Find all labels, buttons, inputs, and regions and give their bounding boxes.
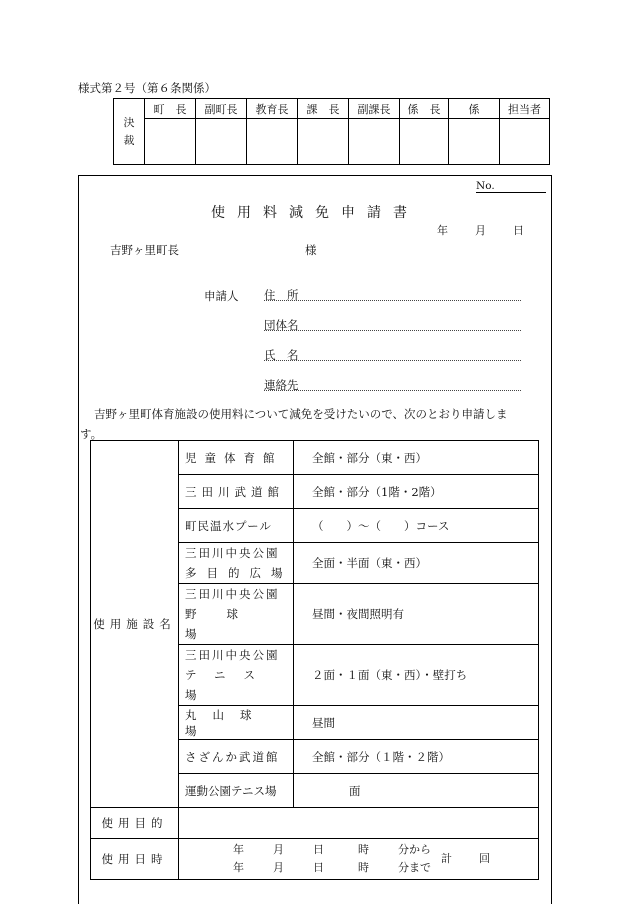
datetime-field[interactable]: 年 月 日 時 分から 年 月 日 時 分まで 計 回 [179,839,539,880]
name-label: 氏 名 [264,348,299,362]
approval-row-label: 決 裁 [114,99,145,165]
approval-stamp-box[interactable] [400,119,449,165]
approval-stamp-box[interactable] [449,119,500,165]
approval-header-deputy-section-chief: 副課長 [349,99,400,119]
approval-header-deputy-mayor: 副町長 [196,99,247,119]
facility-name: 丸山球場 [179,706,294,740]
approval-header-person-in-charge: 担当者 [500,99,550,119]
facility-option[interactable]: 昼間・夜間照明有 [294,584,539,645]
form-number-label: 様式第２号（第６条関係） [78,81,216,95]
datetime-label: 使用日時 [91,839,179,880]
purpose-label: 使用目的 [91,808,179,839]
application-number-field[interactable] [476,192,546,193]
approval-stamp-box[interactable] [500,119,550,165]
approval-stamp-box[interactable] [349,119,400,165]
approval-stamp-box[interactable] [247,119,298,165]
approval-header-superintendent: 教育長 [247,99,298,119]
approval-stamp-box[interactable] [196,119,247,165]
application-date[interactable] [437,222,524,238]
statement-line: 吉野ヶ里町体育施設の使用料について減免を受けたいので、次のとおり申請しま [94,407,508,421]
facility-name: 三田川武道館 [179,475,294,509]
facility-name: 三田川中央公園 多目的広場 [179,543,294,584]
facility-option[interactable]: 全館・部分（１階・２階） [294,740,539,774]
approval-stamp-table [113,98,550,165]
approval-stamp-box[interactable] [298,119,349,165]
facility-option[interactable]: ２面・１面（東・西）・壁打ち [294,645,539,706]
date-year-label: 年 [437,224,448,237]
contact-field[interactable] [264,390,521,391]
facility-option[interactable]: （ ）～（ ）コース [294,509,539,543]
facility-name: さざんか武道館 [179,740,294,774]
application-statement [80,404,543,444]
facility-option[interactable]: 昼間 [294,706,539,740]
facility-name: 三田川中央公園 野球場 [179,584,294,645]
form-title: 使用料減免申請書 [211,205,419,221]
contact-label: 連絡先 [264,378,299,392]
facility-table [90,440,539,880]
approval-header-unit-chief: 係 長 [400,99,449,119]
approval-stamp-box[interactable] [145,119,196,165]
addressee: 吉野ヶ里町長 [110,243,179,257]
facility-option[interactable]: 全面・半面（東・西） [294,543,539,584]
approval-header-section-chief: 課 長 [298,99,349,119]
statement-line: す。 [80,427,103,441]
address-label: 住 所 [264,288,299,302]
address-field[interactable] [264,300,521,301]
facility-name: 三田川中央公園 テニス場 [179,645,294,706]
approval-header-staff: 係 [449,99,500,119]
facility-name: 町民温水プール [179,509,294,543]
usage-count: 計 回 [441,852,490,865]
approval-header-mayor: 町 長 [145,99,196,119]
honorific: 様 [305,243,317,257]
facility-option[interactable]: 全館・部分（1階・2階） [294,475,539,509]
date-day-label: 日 [513,224,524,237]
facility-option[interactable]: 全館・部分（東・西） [294,441,539,475]
applicant-label: 申請人 [204,289,239,303]
facility-name: 児童体育館 [179,441,294,475]
facility-option[interactable]: 面 [294,774,539,808]
purpose-field[interactable] [179,808,539,839]
date-month-label: 月 [475,224,486,237]
name-field[interactable] [264,360,521,361]
application-number-label: No. [476,180,495,192]
group-name-field[interactable] [264,330,521,331]
group-name-label: 団体名 [264,318,299,332]
facility-category-label: 使用施設名 [91,441,179,808]
facility-name: 運動公園テニス場 [179,774,294,808]
